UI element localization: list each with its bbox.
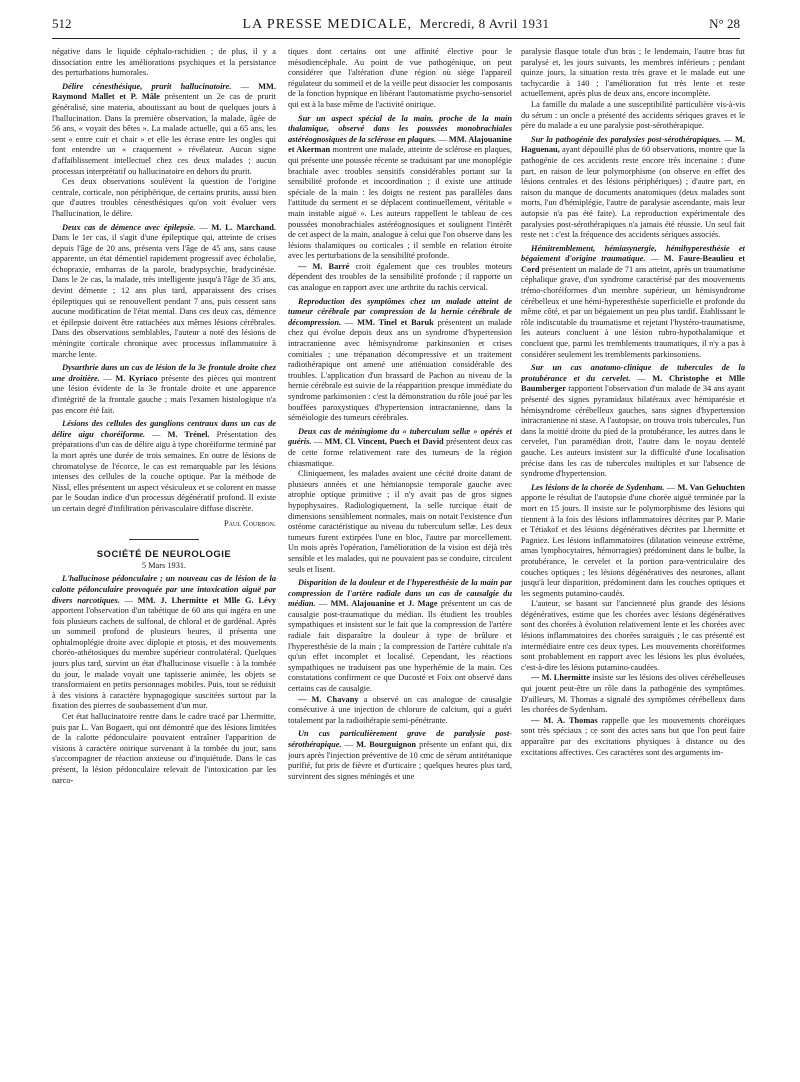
author: — M. Barré — [298, 261, 350, 271]
author: MM. Cl. Vincent, Puech et David — [324, 437, 444, 447]
paragraph: Deux cas de démence avec épilepsie. — M. L. Marchand. Dans le 1er cas, il s'agit d'une épileptique qui, atteinte de crises depuis l'âge de 20 ans, présenta vers l'âge de 45 ans, sans cause apparente, un état démentiel rapidement progressif avec écholalie, échopraxie, embarras de la parole, bradypsychie, bradycinésie. Dans le 2e cas, la malade, très intelligente jusqu'à l'âge de 35 ans, devint démente ; 12 ans plus tard, apparaissent des crises épileptiques qui se renouvellent pendant 7 ans, puis cessent sans aucune modification de l'état mental. Dans ces deux cas, démence et épilepsie doivent être rattachées aux mêmes lésions cérébrales. Dans des observations semblables, l'auteur a noté des lésions de méningite corticale chronique avec processus inflammatoire à marche lente. — [52, 222, 276, 359]
body-text: présentent un cas de causalgie post-traumatique du médian. Ils étudient les troubles sympathiques et insistent sur le fait que la compression de l'artère radiale fait disparaître la douleur à type de brûlure et l'hyperesthésie de la main ; la compression de l'artère cubitale n'a qu'un effet incomplet et localisé. Cependant, les réactions sympathiques ne traduisent pas une hyperhémie de la main. Ces constatations confirment ce que Ducosté et Foix ont observé dans certains cas de causalgie. — [288, 599, 512, 694]
body-text: croit également que ces troubles moteurs dépendent des troubles de la sensibilité profonde ; il rapporte un cas analogue en rapport avec une arthrite du rachis cervical. — [288, 261, 512, 293]
article-title: Dysarthrie dans un cas de lésion de la 3e frontale droite chez une droitière. — [52, 363, 276, 383]
paragraph: Lésions des cellules des ganglions centraux dans un cas de délire aigu choréiforme. — M. Trénel. Présentation des préparations d'un cas de délire aigu à type choréiforme terminé par la mort après une durée de trois semaines. En outre de lésions de chromatolyse de l'écorce, le cas est remarquable par les lésions intenses des cellules de la couche optique. Par la méthode de Nissl, elles présentent un aspect vésiculeux et se colorent en masse par le Soudan indice d'un processus dégénératif profond. Il existe un certain degré d'infiltration périvasculaire diffuse discrète. — [52, 419, 276, 513]
paragraph: paralysie flasque totale d'un bras ; le lendemain, l'autre bras fut paralysé et, les jours suivants, les membres inférieurs ; pendant quinze jours, la situation resta très grave et le malade eut une tachycardie à 140 ; l'amélioration fut très lente et reste actuellement, après plus de deux ans, encore incomplète. — [521, 47, 745, 99]
author: MM. Tinel et Baruk — [357, 317, 434, 327]
author: — M. A. Thomas — [531, 715, 598, 725]
issue-number: N° 28 — [709, 16, 740, 31]
signature: Paul Courbon. — [223, 518, 276, 528]
body-text: rapportent l'observation d'un malade de 34 ans ayant présenté des signes pyramidaux bilatéraux avec hémiparésie et hémisyndrome cérébelleux gauches, sans signes d'hypertension intracranienne ni stase. A l'autopsie, on trouva trois tubercules, l'un dans la moitié droite du pied de la protubérance, les autres dans le cervelet, l'un paramédian droit, l'autre dans le noyau dentelé gauche. Les auteurs insistent sur la difficulté d'une localisation précise dans les cas de tubercules multiples et sur l'absence de syndrome d'hypertension. — [521, 384, 745, 479]
paragraph — [521, 716, 745, 758]
author: M. Christophe et Mlle Baumberger — [521, 373, 745, 394]
article-title: Deux cas de méningiome du « tuberculum sellæ » opérés et guéris. — [288, 426, 512, 447]
article-title: Hémitremblement, hémiasynergie, hémihyperesthésie et bégaiement d'origine traumatique. — [521, 243, 745, 264]
article-title: L'hallucinose pédonculaire ; un nouveau cas de lésion de la calotte pédonculaire provoquée par une intoxication aiguë par divers narcotiques. — [52, 574, 276, 605]
column-1 — [52, 47, 276, 1077]
section-date: 5 Mars 1931. — [141, 560, 187, 570]
paragraph: tiques dont certains ont une affinité élective pour le mésodiencéphale. Au point de vue pathogénique, on peut considérer que l'altération d'une région où siège l'appareil régulateur du sommeil et de la veille peut dissocier les composants de la fonction hypnique en libérant l'automatisme psycho-sensoriel qui est à la base même de l'activité onirique. — [288, 47, 512, 109]
paragraph: Disparition de la douleur et de l'hyperesthésie de la main par compression de l'artère radiale dans un cas de causalgie du médian. — MM. Alajouanine et J. Mage présentent un cas de causalgie post-traumatique du médian. Ils étudient les troubles sympathiques et insistent sur le fait que la compression de l'artère radiale fait disparaître la douleur à type de brûlure et l'hyperesthésie de la main ; la compression de l'artère cubitale n'a qu'un effet incomplet et localisé. Cependant, les réactions sympathiques ne traduisent pas une hyperhémie de la main. Ces constatations confirment ce que Ducosté et Foix ont observé dans certains cas de causalgie. — [288, 578, 512, 694]
article-title: Sur la pathogénie des paralysies post-sérothérapiques. — [531, 134, 722, 144]
divider — [129, 539, 199, 540]
author: M. Trénel. — [167, 429, 210, 439]
author: M. Van Gehuchten — [677, 482, 745, 492]
body-text: apportent l'observation d'un tabétique de 60 ans qui ingéra en une fois plusieurs cachets de sulfonal, de chloral et de gardénal. Après un sommeil profond de plusieurs heures, il présenta une ophtalmoplégie droite avec diplopie et ptosis, et des mouvements choréo-athétosiques du membre supérieur controlatéral. Quelques jours plus tard, survint un état d'hallucinose visuelle : à la tombée du jour, le malade voyait une tapisserie animée, les objets se transformaient en petits personnages mobiles. Puis, tout se réduisit à des visions à caractère hypnagogique suscitées surtout par la fixation des pierres de soubassement d'un mur. — [52, 606, 276, 711]
author: M. L. Marchand. — [211, 222, 276, 232]
author: — M. Chavany — [298, 694, 359, 704]
body-text: insiste sur les lésions des olives cérébelleuses qui jouent peut-être un rôle dans la pathogénie des symptômes. D'ailleurs, M. Thomas a signalé des symptômes cérébelleux dans les chorées de Sydenham. — [521, 673, 745, 715]
article-title: Reproduction des symptômes chez un malade atteint de tumeur cérébrale par compression de la hernie cérébrale de décompression. — [288, 296, 512, 327]
article-title: Disparition de la douleur et de l'hyperesthésie de la main par compression de l'artère radiale dans un cas de causalgie du médian. — [288, 578, 512, 609]
article-title: Sur un aspect spécial de la main, proche de la main thalamique, observé dans les poussées monobrachiales astéréognosiques de la sclérose en plaques. — [288, 113, 512, 144]
author: MM. J. Lhermitte et Mlle G. Lévy — [137, 595, 276, 605]
paragraph: Sur la pathogénie des paralysies post-sérothérapiques. — M. Haguenau, ayant dépouillé plus de 60 observations, montre que la pathogénie de ces accidents reste encore très incertaine : d'une part, en raison de leur polymorphisme (on observe en effet des lésions centrales et des lésions périphériques) ; d'autre part, en raison du manque de documents anatomiques (deux malades sont morts, l'un d'hémiplégie, l'autre de paralysie ascendante, mais leur autopsie n'a pas été faite). La reproduction expérimentale des paralysies post-sérothérapiques n'a jamais été réussie. Un seul fait reste net : c'est la fréquence des accidents sériques associés. — [521, 134, 745, 240]
article-title: Les lésions de la chorée de Sydenham. — [531, 482, 665, 492]
paragraph: Un cas particulièrement grave de paralysie post-sérothérapique. — M. Bourguignon présente un enfant qui, dix jours après l'injection préventive de 10 cmc de sérum antitétanique purifié, fut pris de fièvre et d'urticaire ; quelques heures plus tard, survinrent des signes méningés et une — [288, 729, 512, 781]
body-text: présentent un malade chez qui évolue depuis deux ans un syndrome d'hypertension intracranienne avec hémisyndrome parkinsonien et crises comitiales ; une trépanation décompressive et un traitement radiothérapique ont amené une atténuation considérable des troubles. L'application d'un brassard de Pachon au niveau de la hernie cérébrale est suivie de la réapparition presque immédiate du syndrome parkinsonien : c'est la démonstration du rôle joué par les bouffées paroxystiques d'hypertension intracranienne, dans la séméiologie des tumeurs cérébrales. — [288, 317, 512, 423]
article-title: Un cas particulièrement grave de paralysie post-sérothérapique. — [288, 729, 512, 749]
body-text: présentent un malade de 71 ans atteint, après un traumatisme céphalique grave, d'un syndrome caractérisé par des mouvements trémo-choréiformes d'un membre supérieur, un hémisyndrome cérébelleux et une hémi-hyperesthésie superficielle et profonde du même côté, et par un bégaiement un peu plus tardif. Établissant le rôle indiscutable du traumatisme et rejetant l'hystéro-traumatisme, les auteurs concluent à une lésion rubro-hypothalamique et concluent que, parmi les tremblements traumatiques, il n'y a pas à considérer seulement les tremblements parkinsoniens. — [521, 264, 745, 359]
body-text: Dans le 1er cas, il s'agit d'une épileptique qui, atteinte de crises depuis l'âge de 20 ans, présenta vers l'âge de 45 ans, sans cause apparente, un état démentiel rapidement progressif avec écholalie, échopraxie, embarras de la parole, bradypsychie, bradycinésie. Dans le 2e cas, la malade, très intelligente jusqu'à l'âge de 35 ans, devint démente ; 12 ans plus tard, apparaissent des crises épileptiques qui se renouvellent pendant 7 ans, puis cessent sans aucune modification de l'état mental. Dans ces deux cas, démence et épilepsie doivent être rattachées aux mêmes lésions cérébrales. Dans des observations semblables, l'auteur a noté des lésions de méningite corticale chronique avec processus inflammatoire à marche lente. — [52, 233, 276, 359]
column-3 — [521, 47, 745, 1077]
paragraph: Ces deux observations soulèvent la question de l'origine centrale, corticale, non périphérique, de certains prurits, aussi bien que d'autres troubles cénesthésiques qu'on voit évoluer vers l'hallucination, le délire. — [52, 177, 276, 218]
paragraph: L'auteur, se basant sur l'ancienneté plus grande des lésions dégénératives, estime que les chorées avec lésions dégénératives sont des chorées à évolution relativement lente et les chorées avec lésions inflammatoires des chorées suraiguës ; le cas présenté est intermédiaire entre ces deux types. Les mouvements choréiformes sont probablement en rapport avec les lésions les plus évoluées, c'est-à-dire les lésions putamino-caudées. — [521, 599, 745, 672]
body-text: montrent une malade, atteinte de sclérose en plaques, qui présente une poussée récente se traduisant par une monoplégie brachiale avec troubles sensitifs considérables portant sur la sensibilité profonde et incoordination ; il existe une attitude spéciale de la main : les doigts ne restent pas parallèles dans l'attitude du serment et se déplacent continuellement, véritable « main instable aiguë ». Les auteurs rappellent le tableau de ces poussées monobrachiales astéréognosiques et soulignent l'intérêt de cet aspect de la main, analogue à celui que l'on observe dans les lésions thalamiques ou corticales ; il semble en relation étroite avec les perturbations de la sensibilité profonde. — [288, 145, 512, 261]
paragraph: Sur un cas anatomo-clinique de tubercules de la protubérance et du cervelet. — M. Christophe et Mlle Baumberger rapportent l'observation d'un malade de 34 ans ayant présenté des signes pyramidaux bilatéraux avec hémiparésie et hémisyndrome cérébelleux gauches, sans signes d'hypertension intracranienne ni stase. A l'autopsie, on trouva trois tubercules, l'un dans la moitié droite du pied de la protubérance, les autres dans le cervelet, l'un paramédian droit, l'autre dans le noyau dentelé gauche. Les auteurs insistent sur la difficulté d'une localisation précise dans les cas de tubercules multiples et sur l'absence de syndrome d'hypertension. — [521, 363, 745, 479]
body-text: ayant dépouillé plus de 60 observations, montre que la pathogénie de ces accidents reste encore très incertaine : d'une part, en raison de leur polymorphisme (on observe en effet des lésions centrales et des lésions périphériques) ; d'autre part, en raison du manque de documents anatomiques (deux malades sont morts, l'un d'hémiplégie, l'autre de paralysie ascendante, mais leur autopsie n'a pas été faite). La reproduction expérimentale des paralysies post-sérothérapiques n'a jamais été réussie. Un seul fait reste net : c'est la fréquence des accidents sériques associés. — [521, 145, 745, 240]
page-header — [52, 16, 740, 34]
body-text: présente un enfant qui, dix jours après l'injection préventive de 10 cmc de sérum antitétanique purifié, fut pris de fièvre et d'urticaire ; quelques heures plus tard, survinrent des signes méningés et une — [288, 740, 512, 781]
running-title — [52, 16, 740, 33]
author: M. Bourguignon — [356, 740, 417, 749]
paragraph: Cliniquement, les malades avaient une cécité droite datant de plusieurs années et une hémianopsie temporale gauche avec atrophie optique primitive ; il n'y avait pas de gros signes hypophysaires. Radiologiquement, la selle turcique était de dimensions sensiblement normales, mais on notait l'existence d'un ostéome caractéristique au niveau du tuberculum sellæ. Les deux tumeurs furent extirpées l'une en bloc, l'autre par morcellement. Un mois après l'opération, l'amélioration de la vision est déjà très sensible et les malades, qui ne pouvaient pas se conduire, circulent seuls et lisent. — [288, 469, 512, 574]
paragraph: Les lésions de la chorée de Sydenham. — M. Van Gehuchten apporte le résultat de l'autopsie d'une chorée aiguë terminée par la mort en 15 jours. Il insiste sur le polymorphisme des lésions qui tiennent à la fois des lésions inflammatoires décrites par P. Marie et Tétiakof et des lésions dégénératives décrites par Lhermitte et Pagniez. Les lésions inflammatoires (dilatation veineuse extrême, amas lymphocytaires, hémorragies) prédominent dans le bulbe, la protubérance, le cervelet et la portion para-ventriculaire des couches optiques ; les lésions dégénératives des neurones, allant jusqu'à leur disparition, prédominent dans les couches optiques et les segments putamino-caudés. — [521, 482, 745, 598]
body-text: apporte le résultat de l'autopsie d'une chorée aiguë terminée par la mort en 15 jours. Il insiste sur le polymorphisme des lésions qui tiennent à la fois des lésions inflammatoires décrites par P. Marie et Tétiakof et des lésions dégénératives décrites par Lhermitte et Pagniez. Les lésions inflammatoires (dilatation veineuse extrême, amas lymphocytaires, hémorragies) prédominent dans le bulbe, la protubérance, le cervelet et la portion para-ventriculaire des couches optiques ; les lésions dégénératives des neurones, allant jusqu'à leur disparition, prédominent dans les couches optiques et les segments putamino-caudés. — [521, 493, 745, 598]
author: MM. Alajouanine et Akerman — [288, 134, 512, 155]
paragraph: Délire cénesthésique, prurit hallucinatoire. — MM. Raymond Mallet et P. Mâle présentent un 2e cas de prurit généralisé, sine materia, aboutissant au bout de quelques jours à l'hallucination. Dans la première observation, la malade, âgée de 56 ans, « voyait des bêtes ». La malade actuelle, qui a 65 ans, les sent « entre cuir et chair » et elle les écrase entre les ongles qui font entendre un « craquement » révélateur. Aucun signe d'affaiblissement intellectuel chez ces deux malades ; aucun processus interprétatif ou hallucinatoire en dehors du prurit. — [52, 81, 276, 176]
issue-date: Mercredi, 8 Avril 1931 — [419, 16, 550, 31]
section-heading: SOCIÉTÉ DE NEUROLOGIE — [96, 549, 232, 561]
paragraph: La famille du malade a une susceptibilité particulière vis-à-vis du sérum : un oncle a présenté des accidents sériques graves et le père du malade a eu une paralysie post-sérothérapique. — [521, 99, 745, 131]
article-title: Délire cénesthésique, prurit hallucinatoire. — [62, 81, 232, 91]
paragraph: Dysarthrie dans un cas de lésion de la 3e frontale droite chez une droitière. — M. Kyriaco présente des pièces qui montrent une lésion évidente de la 3e frontale droite et une apparence d'intégrité de la frontale gauche ; mais l'examen histologique n'a pas encore été fait. — [52, 363, 276, 415]
paragraph: négative dans le liquide céphalo-rachidien ; de plus, il y a dissociation entre les améliorations psychiques et la persistance des perturbations humorales. — [52, 47, 276, 78]
author: M. Faure-Beaulieu et Cord — [521, 254, 745, 274]
paragraph — [288, 262, 512, 294]
paragraph: Sur un aspect spécial de la main, proche de la main thalamique, observé dans les poussées monobrachiales astéréognosiques de la sclérose en plaques. — MM. Alajouanine et Akerman montrent une malade, atteinte de sclérose en plaques, qui présente une poussée récente se traduisant par une monoplégie brachiale avec troubles sensitifs considérables portant sur la sensibilité profonde et incoordination ; il existe une attitude spéciale de la main : les doigts ne restent pas parallèles dans l'attitude du serment et se déplacent continuellement, véritable « main instable aiguë ». Les auteurs rappellent le tableau de ces poussées monobrachiales astéréognosiques et soulignent l'intérêt de cet aspect de la main, analogue à celui que l'on observe dans les lésions thalamiques ou corticales ; il semble en relation étroite avec les perturbations de la sensibilité profonde. — [288, 113, 512, 261]
body-text: Présentation des préparations d'un cas de délire aigu à type choréiforme terminé par la mort après une durée de trois semaines. En outre de lésions de chromatolyse de l'écorce, le cas est remarquable par les lésions intenses des cellules de la couche optique. Par la méthode de Nissl, elles présentent un aspect vésiculeux et se colorent en masse par le Soudan indice d'un processus dégénératif profond. Il existe un certain degré d'infiltration périvasculaire diffuse discrète. — [52, 429, 276, 513]
body-text: a observé un cas analogue de causalgie consécutive à une injection de chlorure de calcium, qui a guéri totalement par la radiothérapie semi-pénétrante. — [288, 694, 512, 725]
paragraph: L'hallucinose pédonculaire ; un nouveau cas de lésion de la calotte pédonculaire provoquée par une intoxication aiguë par divers narcotiques. — MM. J. Lhermitte et Mlle G. Lévy apportent l'observation d'un tabétique de 60 ans qui ingéra en une fois plusieurs cachets de sulfonal, de chloral et de gardénal. Après un sommeil profond de plusieurs heures, il présenta une ophtalmoplégie droite avec diplopie et ptosis, et des mouvements choréo-athétosiques du membre supérieur controlatéral. Quelques jours plus tard, survint un état d'hallucinose visuelle : à la tombée du jour, le malade voyait une tapisserie animée, les objets se transformaient en petits personnages mobiles. Puis, tout se réduisit à des visions à caractère hypnagogique suscitées surtout par la fixation des pierres de soubassement d'un mur. — [52, 574, 276, 711]
article-title: Sur un cas anatomo-clinique de tubercules de la protubérance et du cervelet. — [521, 363, 745, 383]
author: MM. Raymond Mallet et P. Mâle — [52, 81, 276, 102]
column-2 — [288, 47, 512, 1077]
paragraph — [288, 695, 512, 727]
author: MM. Alajouanine et J. Mage — [330, 599, 438, 609]
author: M. Kyriaco — [115, 373, 158, 383]
paragraph: Reproduction des symptômes chez un malade atteint de tumeur cérébrale par compression de la hernie cérébrale de décompression. — MM. Tinel et Baruk présentent un malade chez qui évolue depuis deux ans un syndrome d'hypertension intracranienne avec hémisyndrome parkinsonien et crises comitiales ; une trépanation décompressive et un traitement radiothérapique ont amené une atténuation considérable des troubles. L'application d'un brassard de Pachon au niveau de la hernie cérébrale est suivie de la réapparition presque immédiate du syndrome parkinsonien : c'est la démonstration du rôle joué par les bouffées paroxystiques d'hypertension intracranienne, dans la séméiologie des tumeurs cérébrales. — [288, 296, 512, 423]
paragraph: Deux cas de méningiome du « tuberculum sellæ » opérés et guéris. — MM. Cl. Vincent, Puech et David présentent deux cas de cette forme relativement rare des tumeurs de la région chiasmatique. — [288, 426, 512, 468]
article-title: Deux cas de démence avec épilepsie. — [62, 222, 196, 232]
paragraph — [521, 673, 745, 715]
header-rule — [52, 38, 740, 39]
body-text: présentent deux cas de cette forme relativement rare des tumeurs de la région chiasmatique. — [288, 437, 512, 468]
paragraph: Cet état hallucinatoire rentre dans le cadre tracé par Lhermitte, puis par L. Van Bogaert, qui ont démontré que des lésions limitées de la calotte pédonculaire pouvaient entraîner l'apparition de visions à caractère onirique survenant à la tombée du jour, sans s'accompagner de réaction anxieuse ou d'inquiétude. Dans le cas présent, la lésion pédonculaire relevait de l'intoxication par les narco- — [52, 712, 276, 785]
journal-name: LA PRESSE MEDICALE, — [242, 17, 413, 32]
paragraph: Hémitremblement, hémiasynergie, hémihyperesthésie et bégaiement d'origine traumatique. — M. Faure-Beaulieu et Cord présentent un malade de 71 ans atteint, après un traumatisme céphalique grave, d'un syndrome caractérisé par des mouvements trémo-choréiformes d'un membre supérieur, un hémisyndrome cérébelleux et une hémi-hyperesthésie superficielle et profonde du même côté, et par un bégaiement un peu plus tardif. Établissant le rôle indiscutable du traumatisme et rejetant l'hystéro-traumatisme, les auteurs concluent à une lésion rubro-hypothalamique et concluent que, parmi les tremblements traumatiques, il n'y a pas à considérer seulement les tremblements parkinsoniens. — [521, 243, 745, 359]
body-text: présentent un 2e cas de prurit généralisé, sine materia, aboutissant au bout de quelques jours à l'hallucination. Dans la première observation, la malade, âgée de 56 ans, « voyait des bêtes ». La malade actuelle, qui a 65 ans, les sent « entre cuir et chair » et elle les écrase entre les ongles qui font entendre un « craquement » révélateur. Aucun signe d'affaiblissement intellectuel chez ces deux malades ; aucun processus interprétatif ou hallucinatoire en dehors du prurit. — [52, 92, 276, 176]
author: — M. Lhermitte — [531, 673, 590, 683]
body-text: rappelle que les mouvements choréiques sont très spéciaux ; ce sont des actes sans but que l'on peut faire apparaître par des excitations physiques à distance ou des excitations affectives. Ces caractères sont des arguments im- — [521, 715, 745, 757]
page-number: 512 — [52, 16, 72, 31]
article-title: Lésions des cellules des ganglions centraux dans un cas de délire aigu choréiforme. — [52, 419, 276, 439]
body-text: présente des pièces qui montrent une lésion évidente de la 3e frontale droite et une apparence d'intégrité de la frontale gauche ; mais l'examen histologique n'a pas encore été fait. — [52, 373, 276, 415]
author: M. Haguenau, — [521, 134, 745, 155]
